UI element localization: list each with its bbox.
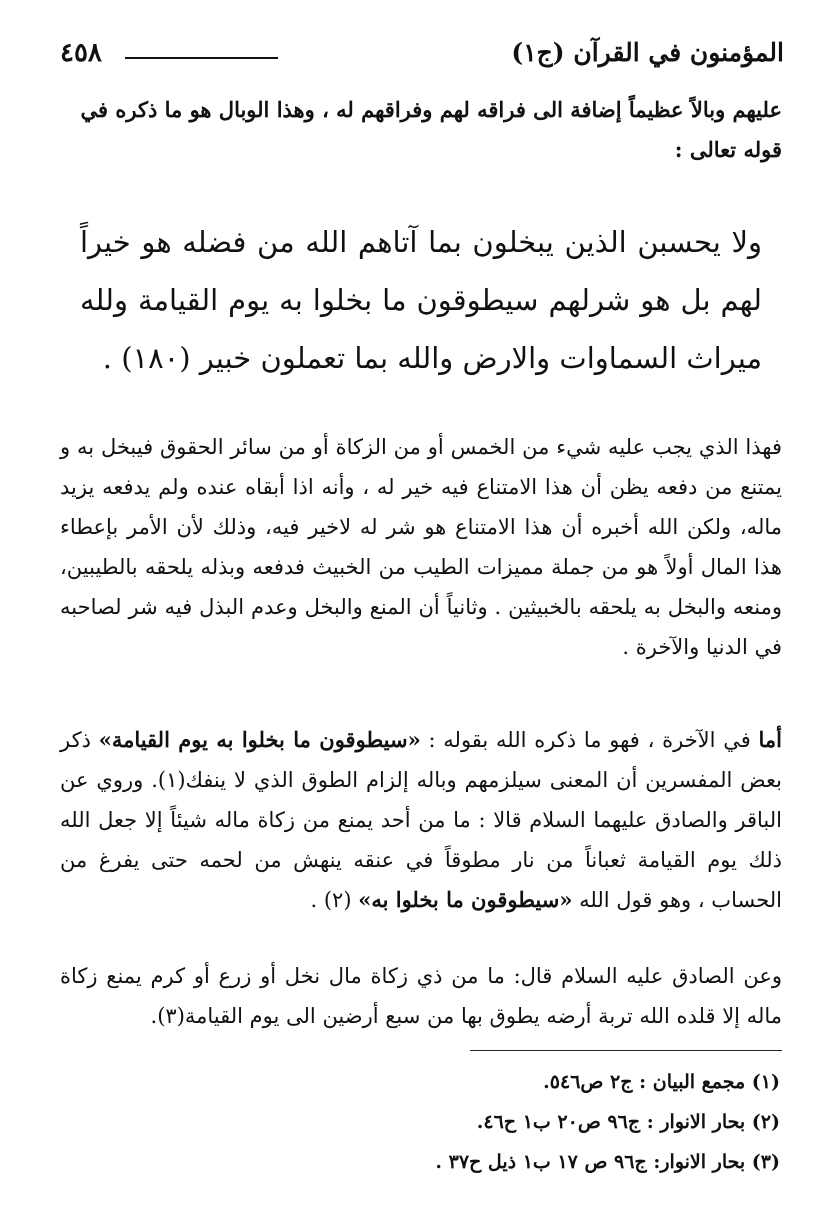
paragraph-2-text-d: . xyxy=(310,888,324,912)
footnote-3: (٣) بحار الانوار: ج٩٦ ص ١٧ ب١ ذيل ح٣٧ . xyxy=(435,1151,780,1173)
paragraph-2-text-b: ذكر بعض المفسرين أن المعنى سيلزمهم وباله إلزام الطوق الذي لا ينفك xyxy=(60,728,782,792)
paragraph-2-lead: أما xyxy=(758,727,782,752)
paragraph-3 xyxy=(60,956,782,1036)
footnote-ref-3: (٣) xyxy=(157,1004,185,1028)
footnote-rule xyxy=(470,1050,782,1051)
footnote-2: (٢) بحار الانوار : ج٩٦ ص٢٠ ب١ ح٤٦. xyxy=(476,1111,780,1133)
running-title: المؤمنون في القرآن (ج١) xyxy=(511,38,784,67)
page-number: ٤٥٨ xyxy=(60,38,102,68)
verse-quote-1: «سيطوقون ما بخلوا به يوم القيامة» xyxy=(98,727,421,752)
footnote-ref-2: (٢) xyxy=(323,888,359,912)
footnote-ref-1: (١) xyxy=(157,768,186,792)
paragraph-3-text-b: . xyxy=(150,1004,158,1028)
paragraph-3-text-a: وعن الصادق عليه السلام قال: ما من ذي زكاة مال نخل أو زرع أو كرم يمنع زكاة ماله إلا قلده الله تربة أرضه يطوق بها من سبع أرضين الى يوم القيامة xyxy=(60,964,782,1028)
header-rule xyxy=(125,57,278,59)
intro-paragraph: عليهم وبالاً عظيماً إضافة الى فراقه لهم وفراقهم له ، وهذا الوبال هو ما ذكره في قوله تعالى : xyxy=(80,97,782,162)
paragraph-2-text-a: في الآخرة ، فهو ما ذكره الله بقوله : xyxy=(420,728,759,752)
footnotes xyxy=(300,1062,780,1182)
quran-verse: ولا يحسبن الذين يبخلون بما آتاهم الله من فضله هو خيراً لهم بل هو شرلهم سيطوقون ما بخلوا به يوم القيامة ولله ميراث السماوات والارض والله بما تعملون خبير (١٨٠) . xyxy=(80,225,762,375)
paragraph-1: فهذا الذي يجب عليه شيء من الخمس أو من الزكاة أو من سائر الحقوق فيبخل به و يمتنع من دفعه يظن أن هذا الامتناع فيه خير له ، وأنه اذا أبقاه عنده ولم يدفعه يزيد ماله، ولكن الله أخبره أن هذا الامتناع هو شر له لاخير فيه، وذلك لأن الأمر بإعطاء هذا المال أولاً هو من جملة مميزات الطيب من الخبيث فدفعه وبذله يلحقه بالطيبين، ومنعه والبخل به يلحقه بالخبيثين . وثانياً أن المنع والبخل وعدم البذل فيه شر لصاحبه في الدنيا والآخرة . xyxy=(60,435,782,659)
footnote-1: (١) مجمع البيان : ج٢ ص٥٤٦. xyxy=(543,1071,780,1093)
paragraph-2-text-c: . وروي عن الباقر والصادق عليهما السلام قالا : ما من أحد يمنع من زكاة ماله شيئاً إلا جعل الله ذلك يوم القيامة ثعباناً من نار مطوقاً في عنقه ينهش من لحمه حتى يفرغ من الحساب ، وهو قول الله xyxy=(60,768,782,912)
paragraph-2 xyxy=(60,720,782,920)
verse-quote-2: «سيطوقون ما بخلوا به» xyxy=(358,887,573,912)
